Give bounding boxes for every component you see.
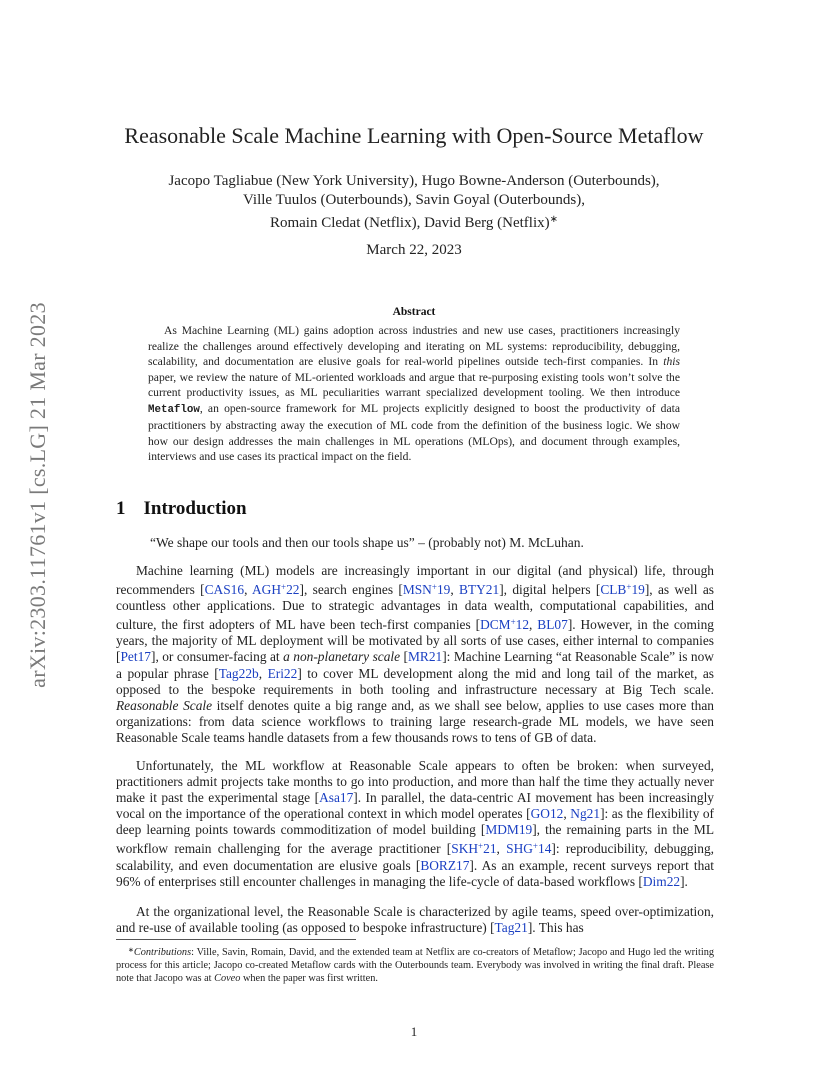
- citation-link[interactable]: MDM19: [485, 822, 533, 838]
- citation-link[interactable]: MR21: [407, 649, 443, 665]
- text-run: ].: [680, 873, 688, 889]
- footnote-emphasis: Coveo: [214, 972, 241, 984]
- author-line-2: Ville Tuulos (Outerbounds), Savin Goyal (Outerbounds),: [243, 192, 585, 208]
- text-run: At the organizational level, the Reasonable Scale is characterized by agile teams, speed over-optimization, and re-use of available tooling (as opposed to bespoke infrastructure) [: [116, 904, 714, 936]
- section-number: 1: [116, 498, 126, 519]
- citation-link[interactable]: BTY21: [459, 582, 500, 598]
- paragraph-text: [116, 904, 714, 936]
- abstract-text: As Machine Learning (ML) gains adoption across industries and new use cases, practitioners increasingly realize the challenges around effectively developing and iterating on ML systems: reproducibility, debugging, scalability, and documentation are elusive goals for real-world pipelines outside tech-first companies. In: [148, 324, 680, 368]
- paper-date: March 22, 2023: [366, 242, 462, 258]
- citation-text: CLB: [600, 582, 627, 598]
- abstract-body: [148, 323, 680, 465]
- epigraph-quote: “We shape our tools and then our tools shape us” – (probably not) M. McLuhan.: [150, 535, 584, 550]
- author-line-3-text: Romain Cledat (Netflix), David Berg (Netflix): [269, 215, 550, 231]
- paragraph-2: [116, 758, 714, 890]
- text-run: ]: as the flexibility of deep learning points towards commoditization of model building [: [116, 806, 714, 838]
- text-run: ]. This has: [527, 920, 584, 936]
- citation-link[interactable]: [403, 582, 451, 597]
- text-run: ,: [563, 806, 571, 822]
- citation-link[interactable]: Pet17: [120, 649, 151, 665]
- footnote-mark: ∗: [128, 946, 134, 954]
- author-line-3: [90, 210, 738, 233]
- section-heading: [116, 498, 247, 520]
- section-title: Introduction: [143, 498, 247, 519]
- citation-sup: +: [478, 841, 484, 852]
- text-run: ]. As an example, recent surveys report that 96% of enterprises still encounter challenges in managing the life-cycle of data-based workflows [: [116, 857, 714, 889]
- paragraph-text: [116, 563, 714, 746]
- text-run: ], the remaining parts in the ML workflow remain challenging for the average practitioner [: [116, 822, 715, 857]
- abstract-text: paper, we review the nature of ML-oriented workloads and argue that re-purposing existing tools won’t solve the current productivity issues, as ML peculiarities warrant specialized development tooling. We then introduce: [148, 370, 680, 399]
- page-number: 1: [410, 1024, 418, 1039]
- citation-link[interactable]: [252, 582, 299, 597]
- text-run: [: [400, 649, 408, 665]
- paper-title: Reasonable Scale Machine Learning with Open-Source Metaflow: [124, 123, 704, 148]
- text-run: ,: [258, 665, 268, 681]
- citation-text: 21: [483, 841, 497, 857]
- text-run: ]: Machine Learning “at Reasonable Scale” is now a popular phrase [: [116, 649, 714, 681]
- emphasis: Reasonable Scale: [116, 697, 213, 713]
- text-run: ,: [244, 582, 252, 598]
- citation-link[interactable]: Tag22b: [218, 665, 259, 681]
- citation-text: 19: [436, 582, 451, 598]
- citation-text: AGH: [252, 582, 282, 598]
- text-run: ] to cover ML development along the mid and long tail of the market, as opposed to the bespoke requirements in both tooling and infrastructure necessary at Big Tech scale.: [116, 665, 714, 697]
- citation-sup: +: [431, 582, 437, 593]
- citation-link[interactable]: [451, 841, 496, 856]
- author-line-1: Jacopo Tagliabue (New York University), Hugo Bowne-Anderson (Outerbounds),: [168, 173, 660, 189]
- citation-text: SHG: [506, 841, 533, 857]
- footnote-text: when the paper was first written.: [240, 972, 378, 984]
- citation-link[interactable]: Eri22: [267, 665, 298, 681]
- arxiv-stamp: [26, 280, 50, 710]
- author-list: [90, 172, 738, 233]
- emphasis: a non-planetary scale: [283, 649, 401, 665]
- citation-text: SKH: [451, 841, 479, 857]
- citation-sup: +: [281, 582, 287, 593]
- footnote: [116, 944, 714, 986]
- text-run: ], search engines [: [299, 582, 403, 598]
- citation-link[interactable]: CAS16: [204, 582, 245, 598]
- paragraph-text: [116, 758, 714, 890]
- citation-text: 19: [631, 582, 645, 598]
- text-run: Unfortunately, the ML workflow at Reasonable Scale appears to often be broken: when surveyed, practitioners admit projects take months to go into production, and more than half the time they actually never make it past the experimental stage [: [116, 758, 714, 806]
- citation-link[interactable]: GO12: [530, 806, 564, 822]
- text-run: ]. In parallel, the data-centric AI movement has been increasingly vocal on the importance of the operational context in which model operates [: [116, 790, 714, 822]
- citation-link[interactable]: BORZ17: [420, 857, 470, 873]
- text-run: Machine learning (ML) models are increasingly important in our digital (and physical) life, through recommenders [: [116, 563, 714, 598]
- citation-text: MSN: [402, 582, 432, 598]
- citation-link[interactable]: Dim22: [642, 873, 681, 889]
- footnote-divider: [116, 939, 356, 940]
- citation-sup: +: [532, 841, 538, 852]
- citation-text: 22: [286, 582, 300, 598]
- citation-link[interactable]: Tag21: [494, 920, 528, 936]
- text-run: ], digital helpers [: [499, 582, 601, 598]
- text-run: ,: [529, 617, 538, 633]
- citation-sup: +: [510, 617, 516, 628]
- citation-text: 14: [538, 841, 552, 857]
- paragraph-1: [116, 563, 714, 746]
- abstract-heading: Abstract: [392, 306, 436, 318]
- citation-sup: +: [626, 582, 632, 593]
- citation-link[interactable]: [600, 582, 645, 597]
- arxiv-id: arXiv:2303.11761v1 [cs.LG] 21 Mar 2023: [25, 302, 50, 688]
- citation-link[interactable]: Asa17: [319, 790, 354, 806]
- abstract-emphasis: this: [663, 355, 680, 368]
- text-run: ]. However, in the coming years, the majority of ML deployment will be motivated by all sorts of use cases, either internal to companies [: [116, 617, 715, 665]
- text-run: itself denotes quite a big range and, as we shall see below, applies to use cases more than organizations: from data science workflows to training large research-grade ML models, we have seen Reasonable Scale teams handle datasets from a few thousands rows to tens of GB of data.: [116, 697, 714, 745]
- footnote-label: Contributions: [133, 947, 192, 958]
- text-run: ,: [496, 841, 507, 857]
- text-run: ]: reproducibility, debugging, scalability, and even documentation are elusive goals [: [116, 841, 715, 873]
- citation-text: 12: [515, 617, 530, 633]
- paragraph-3: [116, 904, 714, 936]
- text-run: ], or consumer-facing at: [150, 649, 284, 665]
- citation-link[interactable]: Ng21: [570, 806, 601, 822]
- abstract-code: Metaflow: [148, 403, 200, 416]
- footnote-text: : Ville, Savin, Romain, David, and the extended team at Netflix are co-creators of Metaflow; Jacopo and Hugo led the writing process for this article; Jacopo co-created Metaflow cards with the Outerbounds team. Everybody was involved in writing the final draft. Please note that Jacopo was at: [116, 947, 714, 984]
- author-footnote-mark: ∗: [549, 214, 559, 225]
- citation-link[interactable]: [506, 841, 551, 856]
- text-run: ,: [450, 582, 459, 598]
- abstract-text: , an open-source framework for ML projects explicitly designed to boost the productivity of data practitioners by abstracting away the execution of ML code from the definition of the business logic. We show how our design addresses the main challenges in ML operations (MLOps), and document through examples, interviews and use cases its practical impact on the field.: [148, 401, 680, 463]
- citation-link[interactable]: BL07: [537, 617, 568, 633]
- text-run: ], as well as countless other applications. Due to strategic advantages in data wealth, computational capabilities, and culture, the first adopters of ML have been tech-first companies [: [116, 582, 714, 633]
- citation-text: DCM: [480, 617, 511, 633]
- citation-link[interactable]: [480, 617, 529, 632]
